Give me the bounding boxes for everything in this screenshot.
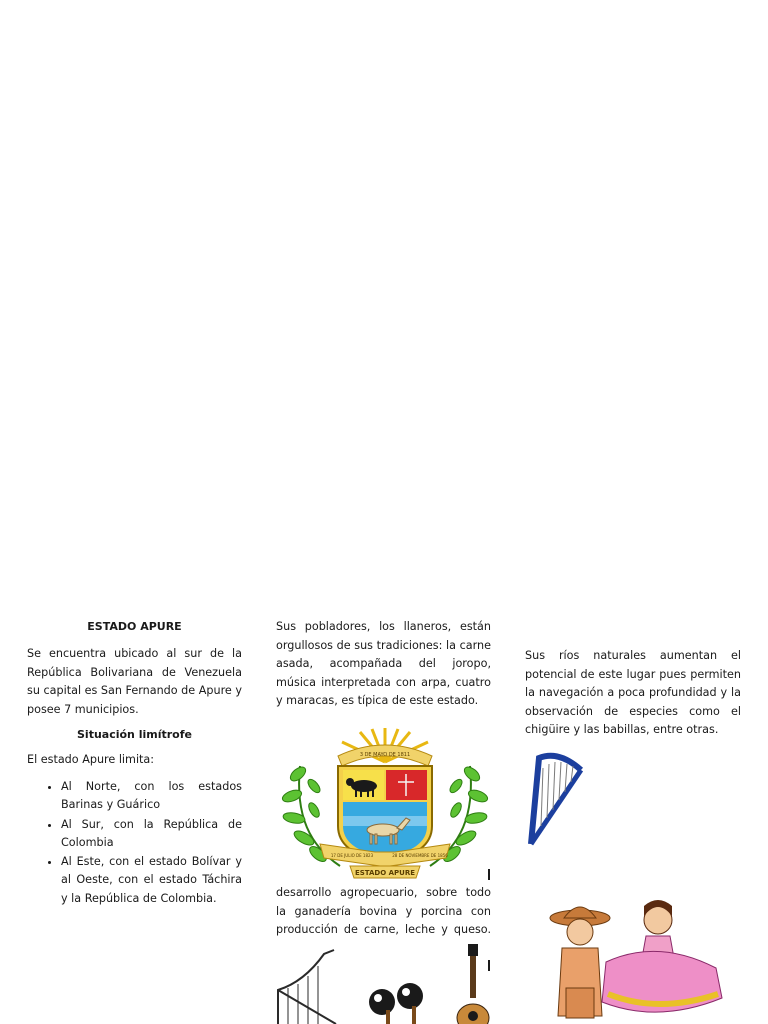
- population-paragraph: Sus pobladores, los llaneros, están orgullosos de sus tradiciones: la carne asada, acompañada del joropo, música interpretada con arpa, cuatro y maracas, es típica de este estado.: [276, 620, 491, 708]
- ribbon-left-text: 17 DE JULIO DE 1823: [330, 853, 374, 858]
- list-item: • Al Norte, con los estados Barinas y Guárico: [61, 778, 242, 815]
- column-left: [27, 616, 242, 909]
- girl-dancer-icon: [602, 900, 722, 1012]
- dancers-image: [546, 898, 726, 1024]
- limits-list: [27, 778, 242, 908]
- list-item: • Al Sur, con la República de Colombia: [61, 816, 242, 853]
- harp-image: [525, 748, 587, 848]
- page-title: ESTADO APURE: [87, 620, 182, 633]
- harp-icon: [278, 950, 336, 1024]
- section-heading: Situación limítrofe: [77, 728, 192, 742]
- ribbon-top-text: 3 DE MAYO DE 1811: [359, 752, 411, 758]
- rivers-paragraph: Sus ríos naturales aumentan el potencial de este lugar pues permiten la navegación a poca profundidad y la observación de especies como el chigüire y las babillas, entre otras.: [525, 649, 741, 737]
- boy-dancer-icon: [550, 907, 610, 1018]
- cuatro-icon: [457, 944, 489, 1024]
- ribbon-right-text: 28 DE NOVIEMBRE DE 1856: [392, 853, 448, 858]
- coat-of-arms-image: [280, 726, 490, 884]
- blue-harp-icon: [531, 756, 581, 844]
- text-fragment-mark: [488, 869, 490, 880]
- intro-paragraph: Se encuentra ubicado al sur de la República Bolivariana de Venezuela su capital es San Fernando de Apure y posee 7 municipios.: [27, 647, 242, 716]
- list-item: • Al Este, con el estado Bolívar y al Oeste, con el estado Táchira y la República de Colombia.: [61, 853, 242, 908]
- economy-line: producción de carne, leche y queso.: [276, 923, 491, 937]
- banner-text: ESTADO APURE: [354, 869, 416, 877]
- limits-intro: El estado Apure limita:: [27, 753, 155, 767]
- economy-paragraph: [276, 884, 491, 940]
- instruments-image: [274, 944, 492, 1024]
- maracas-icon: [369, 983, 423, 1024]
- column-middle: [276, 616, 491, 719]
- economy-line: la ganadería bovina y porcina con: [276, 904, 491, 918]
- economy-line: desarrollo agropecuario, sobre todo: [276, 886, 491, 899]
- column-right: [525, 616, 741, 748]
